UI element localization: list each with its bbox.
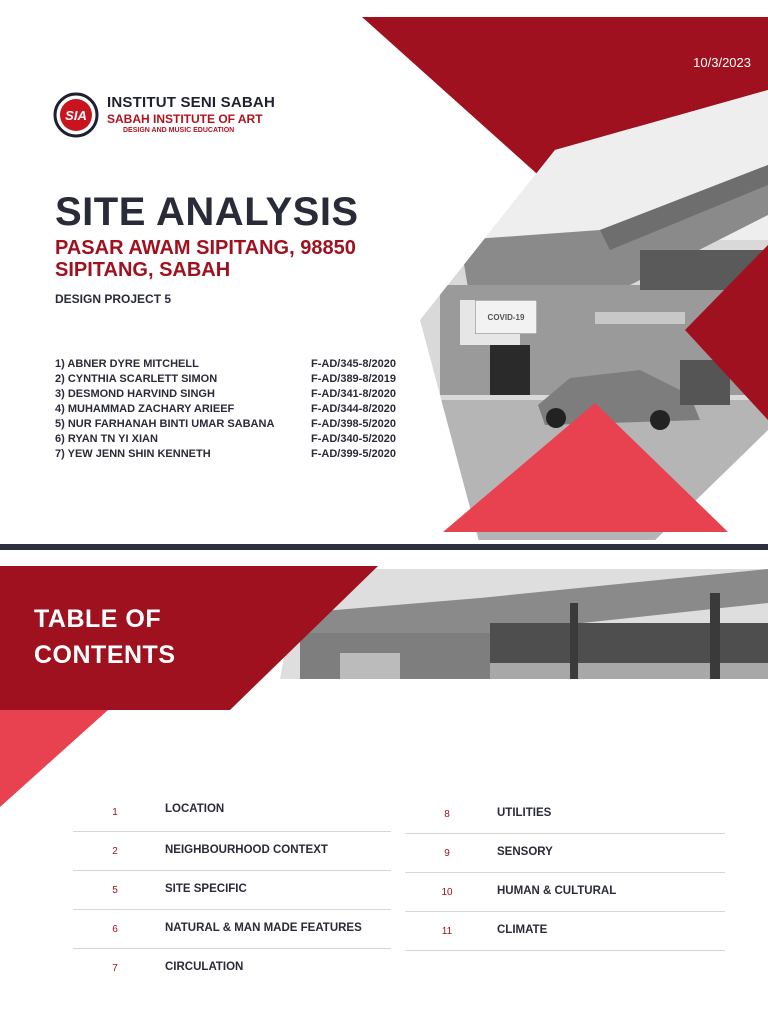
- toc-entry[interactable]: [73, 793, 391, 832]
- toc-entry-label: LOCATION: [165, 803, 225, 815]
- logo-emblem-text: SIA: [65, 108, 87, 123]
- institute-logo-emblem: [53, 92, 99, 143]
- toc-entry[interactable]: [73, 871, 391, 910]
- site-address-line1: PASAR AWAM SIPITANG, 98850: [55, 237, 356, 259]
- member-name: 5) NUR FARHANAH BINTI UMAR SABANA: [55, 418, 275, 430]
- site-address-line2: SIPITANG, SABAH: [55, 259, 231, 281]
- toc-entry[interactable]: [73, 832, 391, 871]
- member-name: 7) YEW JENN SHIN KENNETH: [55, 448, 211, 460]
- member-id: F-AD/344-8/2020: [311, 403, 396, 415]
- member-row: [55, 418, 435, 433]
- toc-entry[interactable]: [73, 949, 391, 987]
- toc-page-number: 9: [444, 848, 450, 859]
- toc-entry-label: SENSORY: [497, 846, 553, 858]
- member-name: 4) MUHAMMAD ZACHARY ARIEEF: [55, 403, 235, 415]
- member-row: [55, 373, 435, 388]
- photo-sign: [475, 300, 537, 334]
- toc-entry[interactable]: [405, 912, 725, 951]
- logo-title: INSTITUT SENI SABAH: [107, 94, 275, 111]
- toc-right-column: [405, 795, 725, 951]
- toc-page: [0, 553, 768, 1024]
- toc-page-number: 5: [112, 885, 118, 896]
- toc-title: [34, 601, 254, 673]
- toc-entry-label: CIRCULATION: [165, 961, 244, 973]
- toc-entry-label: NEIGHBOURHOOD CONTEXT: [165, 844, 328, 856]
- toc-entry[interactable]: [405, 795, 725, 834]
- toc-entry[interactable]: [73, 910, 391, 949]
- toc-entry-label: NATURAL & MAN MADE FEATURES: [165, 922, 362, 934]
- page-divider-bar: [0, 544, 768, 550]
- toc-page-number: 1: [112, 807, 118, 818]
- toc-page-number: 2: [112, 846, 118, 857]
- toc-page-number: 10: [441, 887, 453, 898]
- toc-page-number: 8: [444, 809, 450, 820]
- toc-entry[interactable]: [405, 873, 725, 912]
- member-id: F-AD/345-8/2020: [311, 358, 396, 370]
- logo-tagline: DESIGN AND MUSIC EDUCATION: [123, 127, 235, 134]
- member-row: [55, 388, 435, 403]
- member-name: 3) DESMOND HARVIND SINGH: [55, 388, 215, 400]
- member-id: F-AD/389-8/2019: [311, 373, 396, 385]
- member-list: [55, 358, 435, 463]
- member-id: F-AD/341-8/2020: [311, 388, 396, 400]
- member-name: 2) CYNTHIA SCARLETT SIMON: [55, 373, 218, 385]
- member-row: [55, 358, 435, 373]
- member-name: 1) ABNER DYRE MITCHELL: [55, 358, 199, 370]
- toc-page-number: 7: [112, 963, 118, 974]
- toc-title-line1: TABLE OF: [34, 605, 162, 633]
- toc-left-column: [73, 793, 391, 987]
- project-label: DESIGN PROJECT 5: [55, 292, 172, 306]
- photo-sign-text: COVID-19: [487, 313, 525, 322]
- page-title: SITE ANALYSIS: [55, 190, 359, 234]
- member-row: [55, 403, 435, 418]
- toc-page-number: 6: [112, 924, 118, 935]
- site-address: [55, 237, 415, 281]
- toc-entry-label: UTILITIES: [497, 807, 552, 819]
- toc-entry-label: HUMAN & CULTURAL: [497, 885, 617, 897]
- member-id: F-AD/398-5/2020: [311, 418, 396, 430]
- member-row: [55, 448, 435, 463]
- toc-title-line2: CONTENTS: [34, 641, 176, 669]
- member-row: [55, 433, 435, 448]
- toc-entry-label: CLIMATE: [497, 924, 548, 936]
- logo-subtitle: SABAH INSTITUTE OF ART: [107, 112, 263, 126]
- member-name: 6) RYAN TN YI XIAN: [55, 433, 158, 445]
- member-id: F-AD/340-5/2020: [311, 433, 396, 445]
- toc-page-number: 11: [441, 926, 453, 937]
- toc-entry[interactable]: [405, 834, 725, 873]
- date-label: 10/3/2023: [693, 55, 751, 70]
- toc-entry-label: SITE SPECIFIC: [165, 883, 247, 895]
- member-id: F-AD/399-5/2020: [311, 448, 396, 460]
